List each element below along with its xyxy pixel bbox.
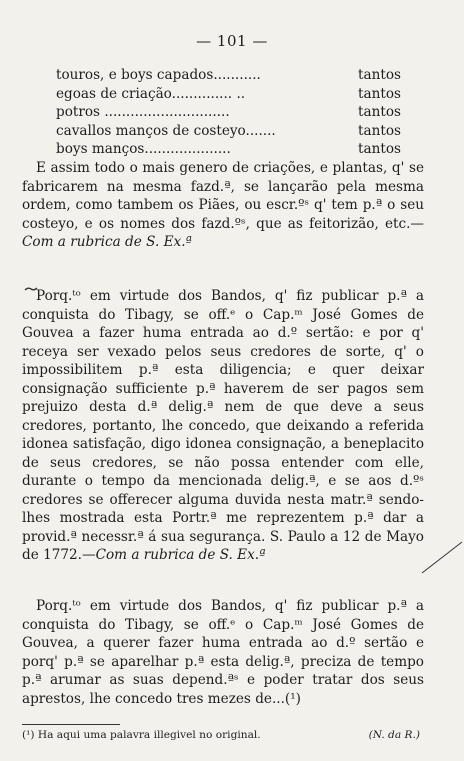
paragraph-2-text: Porq.ᵗᵒ em virtude dos Bandos, q' fiz publicar p.ª a conquista do Tibagy, se off.ᵉ o Cap.ᵐ José Gomes de Gouvea a fazer huma entrada ao d.º sertão: e por q' receya ser vexado pelos seus credores de sorte, q' o impossibilitem p.ª esta diligencia; e quer deixar consignação sufficiente p.ª haverem de ser pagos sem prejuizo desta d.ª delig.ª nem de que deve a seus credores, portanto, lhe concedo, que deixando a referida idonea satisfação, digo idonea consignação, a beneplacito de seus credores, se não possa entender com elle, durante o tempo da mencionada delig.ª, e se aos d.ºˢ credores se offerecer alguma duvida nesta matr.ª sendo-lhes mostrada esta Portr.ª me reprezentem p.ª dar a provid.ª necessr.ª á sua segurança. S. Paulo a 12 de Mayo de 1772.— [22,288,424,563]
margin-stroke-icon [420,540,464,574]
paragraph-2-signature: Com a rubrica de S. Ex.ª [95,547,266,563]
paragraph-3 [22,597,424,708]
list-item [56,66,401,85]
list-item-value: tantos [358,104,401,120]
list-item-value: tantos [358,122,401,139]
list-item-label: potros ............................. [56,104,230,120]
footnote-text: (¹) Ha aqui uma palavra illegivel no original. [22,729,261,741]
list-item [56,122,401,141]
page-number: — 101 — [196,32,268,50]
list-item-label: boys manços.................... [56,141,231,157]
list-item [56,85,401,104]
list-item-label: egoas de criação.............. .. [56,85,246,102]
list-item-label: touros, e boys capados........... [56,67,261,83]
footnote [22,728,424,742]
paragraph-1 [22,159,424,252]
list-item [56,103,401,122]
paragraph-3-text: Porq.ᵗᵒ em virtude dos Bandos, q' fiz publicar p.ª a conquista do Tibagy, se off.ᵉ o Cap.ᵐ José Gomes de Gouvea, a querer fazer huma entrada ao d.º sertão e porq' p.ª se aparelhar p.ª esta delig.ª, preciza de tempo p.ª arumar as suas depend.ªˢ e poder tratar dos seus aprestos, lhe concedo tres mezes de...(¹) [22,598,424,707]
footnote-source: (N. da R.) [368,729,420,741]
paragraph-1-signature: Com a rubrica de S. Ex.ª [22,234,192,250]
livestock-list [56,66,401,159]
footnote-rule [22,724,120,725]
list-item-value: tantos [358,141,401,157]
paragraph-1-text: E assim todo o mais genero de criações, e plantas, q' se fabricarem na mesma fazd.ª, se lançarão pela mesma ordem, como tambem os Piães, ou escr.ºˢ q' tem p.ª o seu costeyo, e os nomes dos fazd.ºˢ, que as feitorizão, etc.— [22,160,424,232]
list-item-value: tantos [358,67,401,83]
paragraph-2 [22,287,424,565]
list-item-value: tantos [358,85,401,102]
list-item [56,140,401,159]
list-item-label: cavallos manços de costeyo....... [56,122,276,139]
